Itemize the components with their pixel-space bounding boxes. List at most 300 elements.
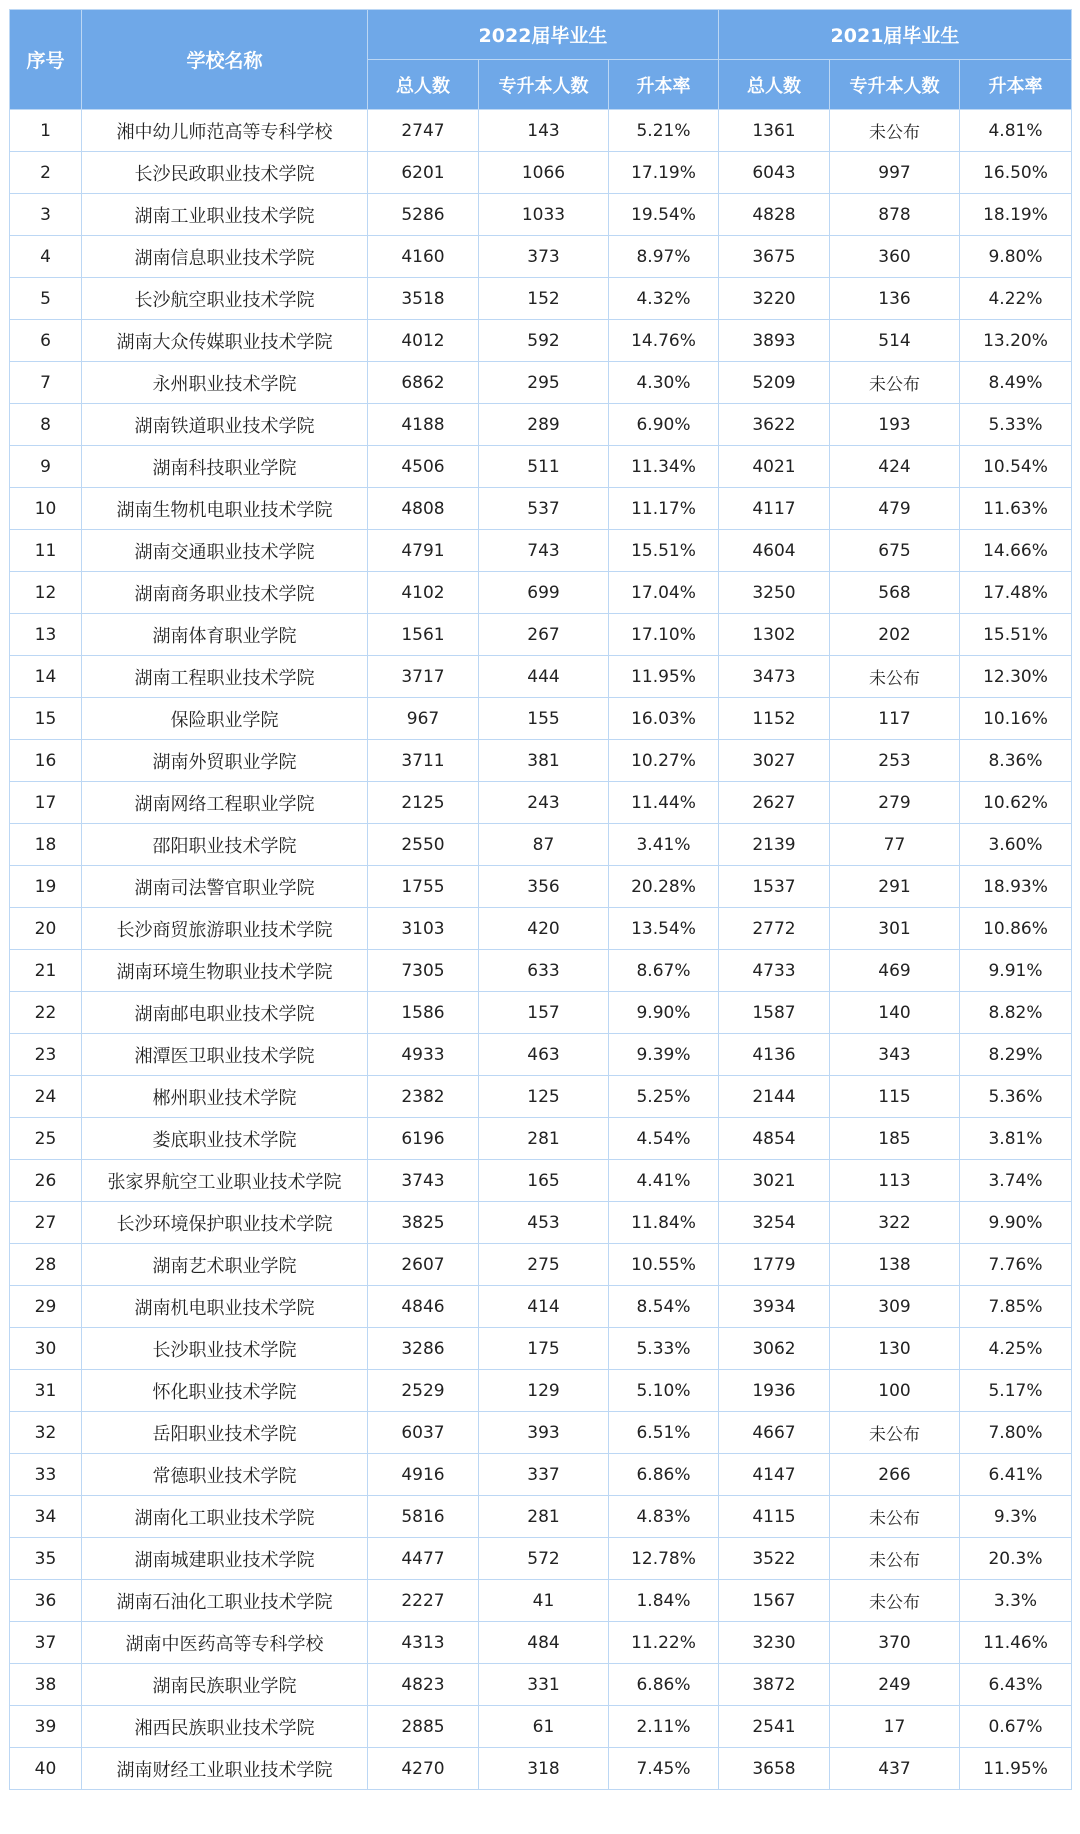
cell-2022-total: 5816 xyxy=(368,1496,479,1538)
cell-2022-rate: 2.11% xyxy=(609,1706,719,1748)
cell-2022-total: 2550 xyxy=(368,824,479,866)
header-2022-upgraded: 专升本人数 xyxy=(479,60,609,110)
cell-2022-upgraded: 143 xyxy=(479,110,609,152)
cell-school-name: 郴州职业技术学院 xyxy=(82,1076,368,1118)
cell-2021-rate: 16.50% xyxy=(960,152,1072,194)
cell-2022-rate: 1.84% xyxy=(609,1580,719,1622)
cell-2021-upgraded: 253 xyxy=(830,740,960,782)
cell-school-name: 长沙职业技术学院 xyxy=(82,1328,368,1370)
cell-2022-upgraded: 281 xyxy=(479,1496,609,1538)
header-2021-upgraded: 专升本人数 xyxy=(830,60,960,110)
cell-2022-upgraded: 267 xyxy=(479,614,609,656)
cell-2022-total: 4102 xyxy=(368,572,479,614)
table-row xyxy=(10,1118,1072,1160)
graduate-upgrade-table-container xyxy=(9,9,1071,1790)
cell-2021-total: 2541 xyxy=(719,1706,830,1748)
cell-2021-total: 1361 xyxy=(719,110,830,152)
cell-2022-upgraded: 463 xyxy=(479,1034,609,1076)
cell-2022-total: 2382 xyxy=(368,1076,479,1118)
cell-2021-rate: 12.30% xyxy=(960,656,1072,698)
cell-2022-upgraded: 414 xyxy=(479,1286,609,1328)
cell-2022-total: 1755 xyxy=(368,866,479,908)
cell-2022-rate: 3.41% xyxy=(609,824,719,866)
cell-2022-total: 4808 xyxy=(368,488,479,530)
cell-2021-upgraded: 136 xyxy=(830,278,960,320)
cell-2022-rate: 9.39% xyxy=(609,1034,719,1076)
cell-school-name: 湘潭医卫职业技术学院 xyxy=(82,1034,368,1076)
cell-2022-upgraded: 281 xyxy=(479,1118,609,1160)
cell-2021-upgraded: 未公布 xyxy=(830,1496,960,1538)
table-row xyxy=(10,1076,1072,1118)
graduate-upgrade-table xyxy=(9,9,1072,1790)
cell-2021-upgraded: 17 xyxy=(830,1706,960,1748)
cell-seq: 17 xyxy=(10,782,82,824)
cell-2021-total: 3872 xyxy=(719,1664,830,1706)
cell-2022-upgraded: 289 xyxy=(479,404,609,446)
cell-2022-upgraded: 699 xyxy=(479,572,609,614)
cell-2021-upgraded: 322 xyxy=(830,1202,960,1244)
cell-seq: 32 xyxy=(10,1412,82,1454)
cell-2022-total: 6196 xyxy=(368,1118,479,1160)
cell-2022-upgraded: 356 xyxy=(479,866,609,908)
table-row xyxy=(10,446,1072,488)
cell-2021-total: 4117 xyxy=(719,488,830,530)
cell-2021-upgraded: 77 xyxy=(830,824,960,866)
cell-2021-total: 3675 xyxy=(719,236,830,278)
cell-seq: 8 xyxy=(10,404,82,446)
cell-school-name: 娄底职业技术学院 xyxy=(82,1118,368,1160)
cell-seq: 30 xyxy=(10,1328,82,1370)
cell-seq: 5 xyxy=(10,278,82,320)
cell-2022-upgraded: 41 xyxy=(479,1580,609,1622)
cell-2021-total: 6043 xyxy=(719,152,830,194)
cell-2022-upgraded: 420 xyxy=(479,908,609,950)
cell-2021-total: 4136 xyxy=(719,1034,830,1076)
cell-2021-rate: 4.22% xyxy=(960,278,1072,320)
cell-2021-total: 1587 xyxy=(719,992,830,1034)
cell-2021-rate: 3.81% xyxy=(960,1118,1072,1160)
header-seq: 序号 xyxy=(10,10,82,110)
cell-school-name: 常德职业技术学院 xyxy=(82,1454,368,1496)
table-row xyxy=(10,404,1072,446)
cell-2022-upgraded: 572 xyxy=(479,1538,609,1580)
cell-2021-rate: 18.19% xyxy=(960,194,1072,236)
cell-seq: 2 xyxy=(10,152,82,194)
cell-2021-total: 4733 xyxy=(719,950,830,992)
cell-2022-upgraded: 444 xyxy=(479,656,609,698)
cell-2021-total: 4147 xyxy=(719,1454,830,1496)
table-row xyxy=(10,236,1072,278)
cell-2021-total: 4021 xyxy=(719,446,830,488)
cell-2022-upgraded: 165 xyxy=(479,1160,609,1202)
cell-2022-total: 1586 xyxy=(368,992,479,1034)
table-row xyxy=(10,572,1072,614)
cell-2021-upgraded: 675 xyxy=(830,530,960,572)
cell-school-name: 湖南环境生物职业技术学院 xyxy=(82,950,368,992)
cell-2021-total: 5209 xyxy=(719,362,830,404)
cell-2022-rate: 5.25% xyxy=(609,1076,719,1118)
cell-2021-upgraded: 479 xyxy=(830,488,960,530)
cell-seq: 21 xyxy=(10,950,82,992)
cell-2022-total: 4506 xyxy=(368,446,479,488)
cell-2021-upgraded: 249 xyxy=(830,1664,960,1706)
table-body xyxy=(10,110,1072,1790)
cell-school-name: 湖南司法警官职业学院 xyxy=(82,866,368,908)
cell-2022-rate: 15.51% xyxy=(609,530,719,572)
cell-2022-upgraded: 537 xyxy=(479,488,609,530)
cell-2022-total: 3743 xyxy=(368,1160,479,1202)
cell-seq: 4 xyxy=(10,236,82,278)
cell-2021-total: 3893 xyxy=(719,320,830,362)
cell-2021-upgraded: 115 xyxy=(830,1076,960,1118)
cell-school-name: 怀化职业技术学院 xyxy=(82,1370,368,1412)
cell-2021-total: 4115 xyxy=(719,1496,830,1538)
cell-2021-rate: 4.81% xyxy=(960,110,1072,152)
cell-seq: 31 xyxy=(10,1370,82,1412)
cell-2021-total: 1567 xyxy=(719,1580,830,1622)
table-row xyxy=(10,740,1072,782)
cell-2022-total: 3518 xyxy=(368,278,479,320)
cell-seq: 26 xyxy=(10,1160,82,1202)
cell-seq: 1 xyxy=(10,110,82,152)
cell-2021-rate: 8.36% xyxy=(960,740,1072,782)
cell-2021-rate: 6.41% xyxy=(960,1454,1072,1496)
cell-school-name: 湖南机电职业技术学院 xyxy=(82,1286,368,1328)
cell-2021-rate: 8.49% xyxy=(960,362,1072,404)
table-row xyxy=(10,908,1072,950)
cell-2022-upgraded: 743 xyxy=(479,530,609,572)
cell-2021-total: 4854 xyxy=(719,1118,830,1160)
cell-2022-upgraded: 87 xyxy=(479,824,609,866)
cell-2022-upgraded: 337 xyxy=(479,1454,609,1496)
cell-school-name: 湖南中医药高等专科学校 xyxy=(82,1622,368,1664)
cell-2022-total: 4160 xyxy=(368,236,479,278)
cell-2021-upgraded: 997 xyxy=(830,152,960,194)
cell-2021-rate: 9.91% xyxy=(960,950,1072,992)
cell-school-name: 湘西民族职业技术学院 xyxy=(82,1706,368,1748)
cell-2021-upgraded: 370 xyxy=(830,1622,960,1664)
cell-school-name: 湖南铁道职业技术学院 xyxy=(82,404,368,446)
cell-2021-total: 2772 xyxy=(719,908,830,950)
cell-2022-rate: 6.86% xyxy=(609,1664,719,1706)
cell-2022-total: 6201 xyxy=(368,152,479,194)
cell-seq: 12 xyxy=(10,572,82,614)
cell-2022-upgraded: 393 xyxy=(479,1412,609,1454)
cell-2021-total: 3021 xyxy=(719,1160,830,1202)
cell-2021-total: 1537 xyxy=(719,866,830,908)
cell-2021-total: 3522 xyxy=(719,1538,830,1580)
cell-school-name: 湖南信息职业技术学院 xyxy=(82,236,368,278)
cell-2022-rate: 8.67% xyxy=(609,950,719,992)
cell-2021-total: 3254 xyxy=(719,1202,830,1244)
cell-2022-upgraded: 275 xyxy=(479,1244,609,1286)
table-row xyxy=(10,1202,1072,1244)
cell-2021-rate: 8.29% xyxy=(960,1034,1072,1076)
cell-2022-upgraded: 373 xyxy=(479,236,609,278)
cell-2022-upgraded: 318 xyxy=(479,1748,609,1790)
header-2022-total: 总人数 xyxy=(368,60,479,110)
cell-2022-upgraded: 381 xyxy=(479,740,609,782)
cell-2022-total: 4270 xyxy=(368,1748,479,1790)
cell-2022-upgraded: 633 xyxy=(479,950,609,992)
cell-school-name: 湖南网络工程职业学院 xyxy=(82,782,368,824)
cell-school-name: 湖南体育职业学院 xyxy=(82,614,368,656)
cell-2021-total: 3658 xyxy=(719,1748,830,1790)
cell-2022-total: 2747 xyxy=(368,110,479,152)
cell-school-name: 湖南工程职业技术学院 xyxy=(82,656,368,698)
table-row xyxy=(10,866,1072,908)
table-row xyxy=(10,1622,1072,1664)
header-row-groups xyxy=(10,10,1072,60)
cell-2022-rate: 6.90% xyxy=(609,404,719,446)
cell-2021-total: 2139 xyxy=(719,824,830,866)
table-row xyxy=(10,1328,1072,1370)
cell-2022-total: 2125 xyxy=(368,782,479,824)
table-row xyxy=(10,1538,1072,1580)
table-row xyxy=(10,1706,1072,1748)
cell-2021-rate: 6.43% xyxy=(960,1664,1072,1706)
cell-school-name: 长沙航空职业技术学院 xyxy=(82,278,368,320)
cell-2021-total: 3027 xyxy=(719,740,830,782)
header-2022-rate: 升本率 xyxy=(609,60,719,110)
cell-school-name: 湖南民族职业学院 xyxy=(82,1664,368,1706)
cell-2021-upgraded: 878 xyxy=(830,194,960,236)
cell-2021-upgraded: 100 xyxy=(830,1370,960,1412)
cell-school-name: 长沙商贸旅游职业技术学院 xyxy=(82,908,368,950)
cell-2021-upgraded: 202 xyxy=(830,614,960,656)
cell-2021-rate: 17.48% xyxy=(960,572,1072,614)
table-row xyxy=(10,1664,1072,1706)
cell-2022-total: 4188 xyxy=(368,404,479,446)
cell-school-name: 湖南工业职业技术学院 xyxy=(82,194,368,236)
cell-2022-rate: 8.97% xyxy=(609,236,719,278)
cell-2022-rate: 20.28% xyxy=(609,866,719,908)
cell-2022-total: 2607 xyxy=(368,1244,479,1286)
cell-2021-upgraded: 193 xyxy=(830,404,960,446)
cell-seq: 25 xyxy=(10,1118,82,1160)
cell-seq: 3 xyxy=(10,194,82,236)
cell-2022-total: 3825 xyxy=(368,1202,479,1244)
table-row xyxy=(10,1370,1072,1412)
cell-2022-rate: 11.17% xyxy=(609,488,719,530)
cell-seq: 35 xyxy=(10,1538,82,1580)
cell-2021-upgraded: 360 xyxy=(830,236,960,278)
cell-2022-rate: 5.21% xyxy=(609,110,719,152)
cell-school-name: 长沙民政职业技术学院 xyxy=(82,152,368,194)
cell-school-name: 湖南财经工业职业技术学院 xyxy=(82,1748,368,1790)
cell-2022-rate: 11.34% xyxy=(609,446,719,488)
cell-2022-total: 2529 xyxy=(368,1370,479,1412)
cell-2021-rate: 20.3% xyxy=(960,1538,1072,1580)
cell-2021-rate: 7.76% xyxy=(960,1244,1072,1286)
cell-2022-total: 2227 xyxy=(368,1580,479,1622)
cell-seq: 18 xyxy=(10,824,82,866)
cell-2021-rate: 9.80% xyxy=(960,236,1072,278)
cell-seq: 33 xyxy=(10,1454,82,1496)
cell-school-name: 岳阳职业技术学院 xyxy=(82,1412,368,1454)
cell-school-name: 湘中幼儿师范高等专科学校 xyxy=(82,110,368,152)
cell-2022-rate: 12.78% xyxy=(609,1538,719,1580)
cell-2021-rate: 4.25% xyxy=(960,1328,1072,1370)
cell-2022-rate: 5.33% xyxy=(609,1328,719,1370)
cell-seq: 36 xyxy=(10,1580,82,1622)
cell-2022-total: 1561 xyxy=(368,614,479,656)
cell-2021-upgraded: 未公布 xyxy=(830,1412,960,1454)
table-row xyxy=(10,320,1072,362)
cell-2021-upgraded: 未公布 xyxy=(830,110,960,152)
cell-2022-upgraded: 125 xyxy=(479,1076,609,1118)
table-row xyxy=(10,152,1072,194)
table-row xyxy=(10,1748,1072,1790)
cell-school-name: 保险职业学院 xyxy=(82,698,368,740)
cell-2021-total: 1936 xyxy=(719,1370,830,1412)
cell-seq: 10 xyxy=(10,488,82,530)
cell-seq: 15 xyxy=(10,698,82,740)
cell-2022-total: 5286 xyxy=(368,194,479,236)
cell-2021-upgraded: 130 xyxy=(830,1328,960,1370)
cell-2022-total: 4823 xyxy=(368,1664,479,1706)
cell-seq: 29 xyxy=(10,1286,82,1328)
cell-seq: 16 xyxy=(10,740,82,782)
cell-2021-total: 3230 xyxy=(719,1622,830,1664)
cell-seq: 7 xyxy=(10,362,82,404)
cell-2021-rate: 9.3% xyxy=(960,1496,1072,1538)
cell-2022-upgraded: 484 xyxy=(479,1622,609,1664)
table-row xyxy=(10,656,1072,698)
table-row xyxy=(10,530,1072,572)
cell-2022-upgraded: 157 xyxy=(479,992,609,1034)
cell-2021-upgraded: 138 xyxy=(830,1244,960,1286)
cell-school-name: 湖南化工职业技术学院 xyxy=(82,1496,368,1538)
cell-2022-rate: 14.76% xyxy=(609,320,719,362)
cell-2021-upgraded: 424 xyxy=(830,446,960,488)
cell-seq: 39 xyxy=(10,1706,82,1748)
cell-2022-rate: 4.30% xyxy=(609,362,719,404)
cell-2022-upgraded: 453 xyxy=(479,1202,609,1244)
cell-2021-upgraded: 568 xyxy=(830,572,960,614)
table-row xyxy=(10,1034,1072,1076)
cell-2022-upgraded: 1066 xyxy=(479,152,609,194)
cell-school-name: 邵阳职业技术学院 xyxy=(82,824,368,866)
cell-seq: 14 xyxy=(10,656,82,698)
cell-2022-upgraded: 295 xyxy=(479,362,609,404)
cell-2021-total: 4828 xyxy=(719,194,830,236)
cell-2021-total: 1779 xyxy=(719,1244,830,1286)
cell-school-name: 长沙环境保护职业技术学院 xyxy=(82,1202,368,1244)
cell-school-name: 湖南邮电职业技术学院 xyxy=(82,992,368,1034)
cell-2021-rate: 15.51% xyxy=(960,614,1072,656)
cell-seq: 11 xyxy=(10,530,82,572)
table-row xyxy=(10,1454,1072,1496)
cell-2021-upgraded: 未公布 xyxy=(830,656,960,698)
cell-2022-total: 4791 xyxy=(368,530,479,572)
cell-school-name: 湖南科技职业学院 xyxy=(82,446,368,488)
cell-2022-rate: 17.10% xyxy=(609,614,719,656)
header-group-2022: 2022届毕业生 xyxy=(368,10,719,60)
cell-2021-total: 4667 xyxy=(719,1412,830,1454)
cell-2021-upgraded: 185 xyxy=(830,1118,960,1160)
table-row xyxy=(10,110,1072,152)
cell-2022-rate: 4.83% xyxy=(609,1496,719,1538)
cell-2022-rate: 11.44% xyxy=(609,782,719,824)
cell-2021-rate: 0.67% xyxy=(960,1706,1072,1748)
table-row xyxy=(10,992,1072,1034)
cell-seq: 28 xyxy=(10,1244,82,1286)
cell-2022-rate: 4.54% xyxy=(609,1118,719,1160)
cell-seq: 23 xyxy=(10,1034,82,1076)
table-row xyxy=(10,824,1072,866)
cell-2022-rate: 11.95% xyxy=(609,656,719,698)
cell-2021-upgraded: 279 xyxy=(830,782,960,824)
cell-2021-rate: 7.85% xyxy=(960,1286,1072,1328)
cell-2022-rate: 11.22% xyxy=(609,1622,719,1664)
cell-2022-total: 4313 xyxy=(368,1622,479,1664)
cell-2021-total: 1302 xyxy=(719,614,830,656)
cell-2022-rate: 5.10% xyxy=(609,1370,719,1412)
cell-2021-upgraded: 469 xyxy=(830,950,960,992)
cell-2021-total: 2627 xyxy=(719,782,830,824)
cell-2021-upgraded: 301 xyxy=(830,908,960,950)
header-school: 学校名称 xyxy=(82,10,368,110)
cell-2021-rate: 3.60% xyxy=(960,824,1072,866)
cell-seq: 37 xyxy=(10,1622,82,1664)
table-row xyxy=(10,1580,1072,1622)
cell-school-name: 湖南生物机电职业技术学院 xyxy=(82,488,368,530)
cell-2022-upgraded: 175 xyxy=(479,1328,609,1370)
cell-2022-upgraded: 61 xyxy=(479,1706,609,1748)
cell-2021-total: 4604 xyxy=(719,530,830,572)
cell-2022-upgraded: 152 xyxy=(479,278,609,320)
cell-2022-total: 6862 xyxy=(368,362,479,404)
cell-2022-rate: 8.54% xyxy=(609,1286,719,1328)
cell-school-name: 湖南石油化工职业技术学院 xyxy=(82,1580,368,1622)
cell-2022-rate: 10.55% xyxy=(609,1244,719,1286)
cell-2021-rate: 3.3% xyxy=(960,1580,1072,1622)
cell-2021-rate: 11.46% xyxy=(960,1622,1072,1664)
header-group-2021: 2021届毕业生 xyxy=(719,10,1072,60)
cell-2022-total: 4916 xyxy=(368,1454,479,1496)
cell-school-name: 张家界航空工业职业技术学院 xyxy=(82,1160,368,1202)
cell-2021-rate: 8.82% xyxy=(960,992,1072,1034)
cell-2021-rate: 14.66% xyxy=(960,530,1072,572)
cell-2021-rate: 10.54% xyxy=(960,446,1072,488)
cell-2022-total: 7305 xyxy=(368,950,479,992)
cell-2022-total: 4477 xyxy=(368,1538,479,1580)
cell-2021-rate: 7.80% xyxy=(960,1412,1072,1454)
cell-2021-upgraded: 266 xyxy=(830,1454,960,1496)
cell-2022-total: 967 xyxy=(368,698,479,740)
cell-2021-rate: 10.62% xyxy=(960,782,1072,824)
table-row xyxy=(10,1286,1072,1328)
cell-school-name: 湖南大众传媒职业技术学院 xyxy=(82,320,368,362)
cell-2022-total: 4846 xyxy=(368,1286,479,1328)
cell-2022-rate: 19.54% xyxy=(609,194,719,236)
cell-2022-total: 3717 xyxy=(368,656,479,698)
cell-2022-rate: 10.27% xyxy=(609,740,719,782)
cell-2022-rate: 7.45% xyxy=(609,1748,719,1790)
cell-school-name: 湖南艺术职业学院 xyxy=(82,1244,368,1286)
cell-2022-rate: 4.41% xyxy=(609,1160,719,1202)
cell-2021-total: 3622 xyxy=(719,404,830,446)
table-row xyxy=(10,782,1072,824)
cell-school-name: 湖南外贸职业学院 xyxy=(82,740,368,782)
cell-2021-rate: 18.93% xyxy=(960,866,1072,908)
cell-seq: 34 xyxy=(10,1496,82,1538)
cell-2021-upgraded: 343 xyxy=(830,1034,960,1076)
cell-2022-rate: 11.84% xyxy=(609,1202,719,1244)
cell-school-name: 湖南城建职业技术学院 xyxy=(82,1538,368,1580)
table-row xyxy=(10,1244,1072,1286)
